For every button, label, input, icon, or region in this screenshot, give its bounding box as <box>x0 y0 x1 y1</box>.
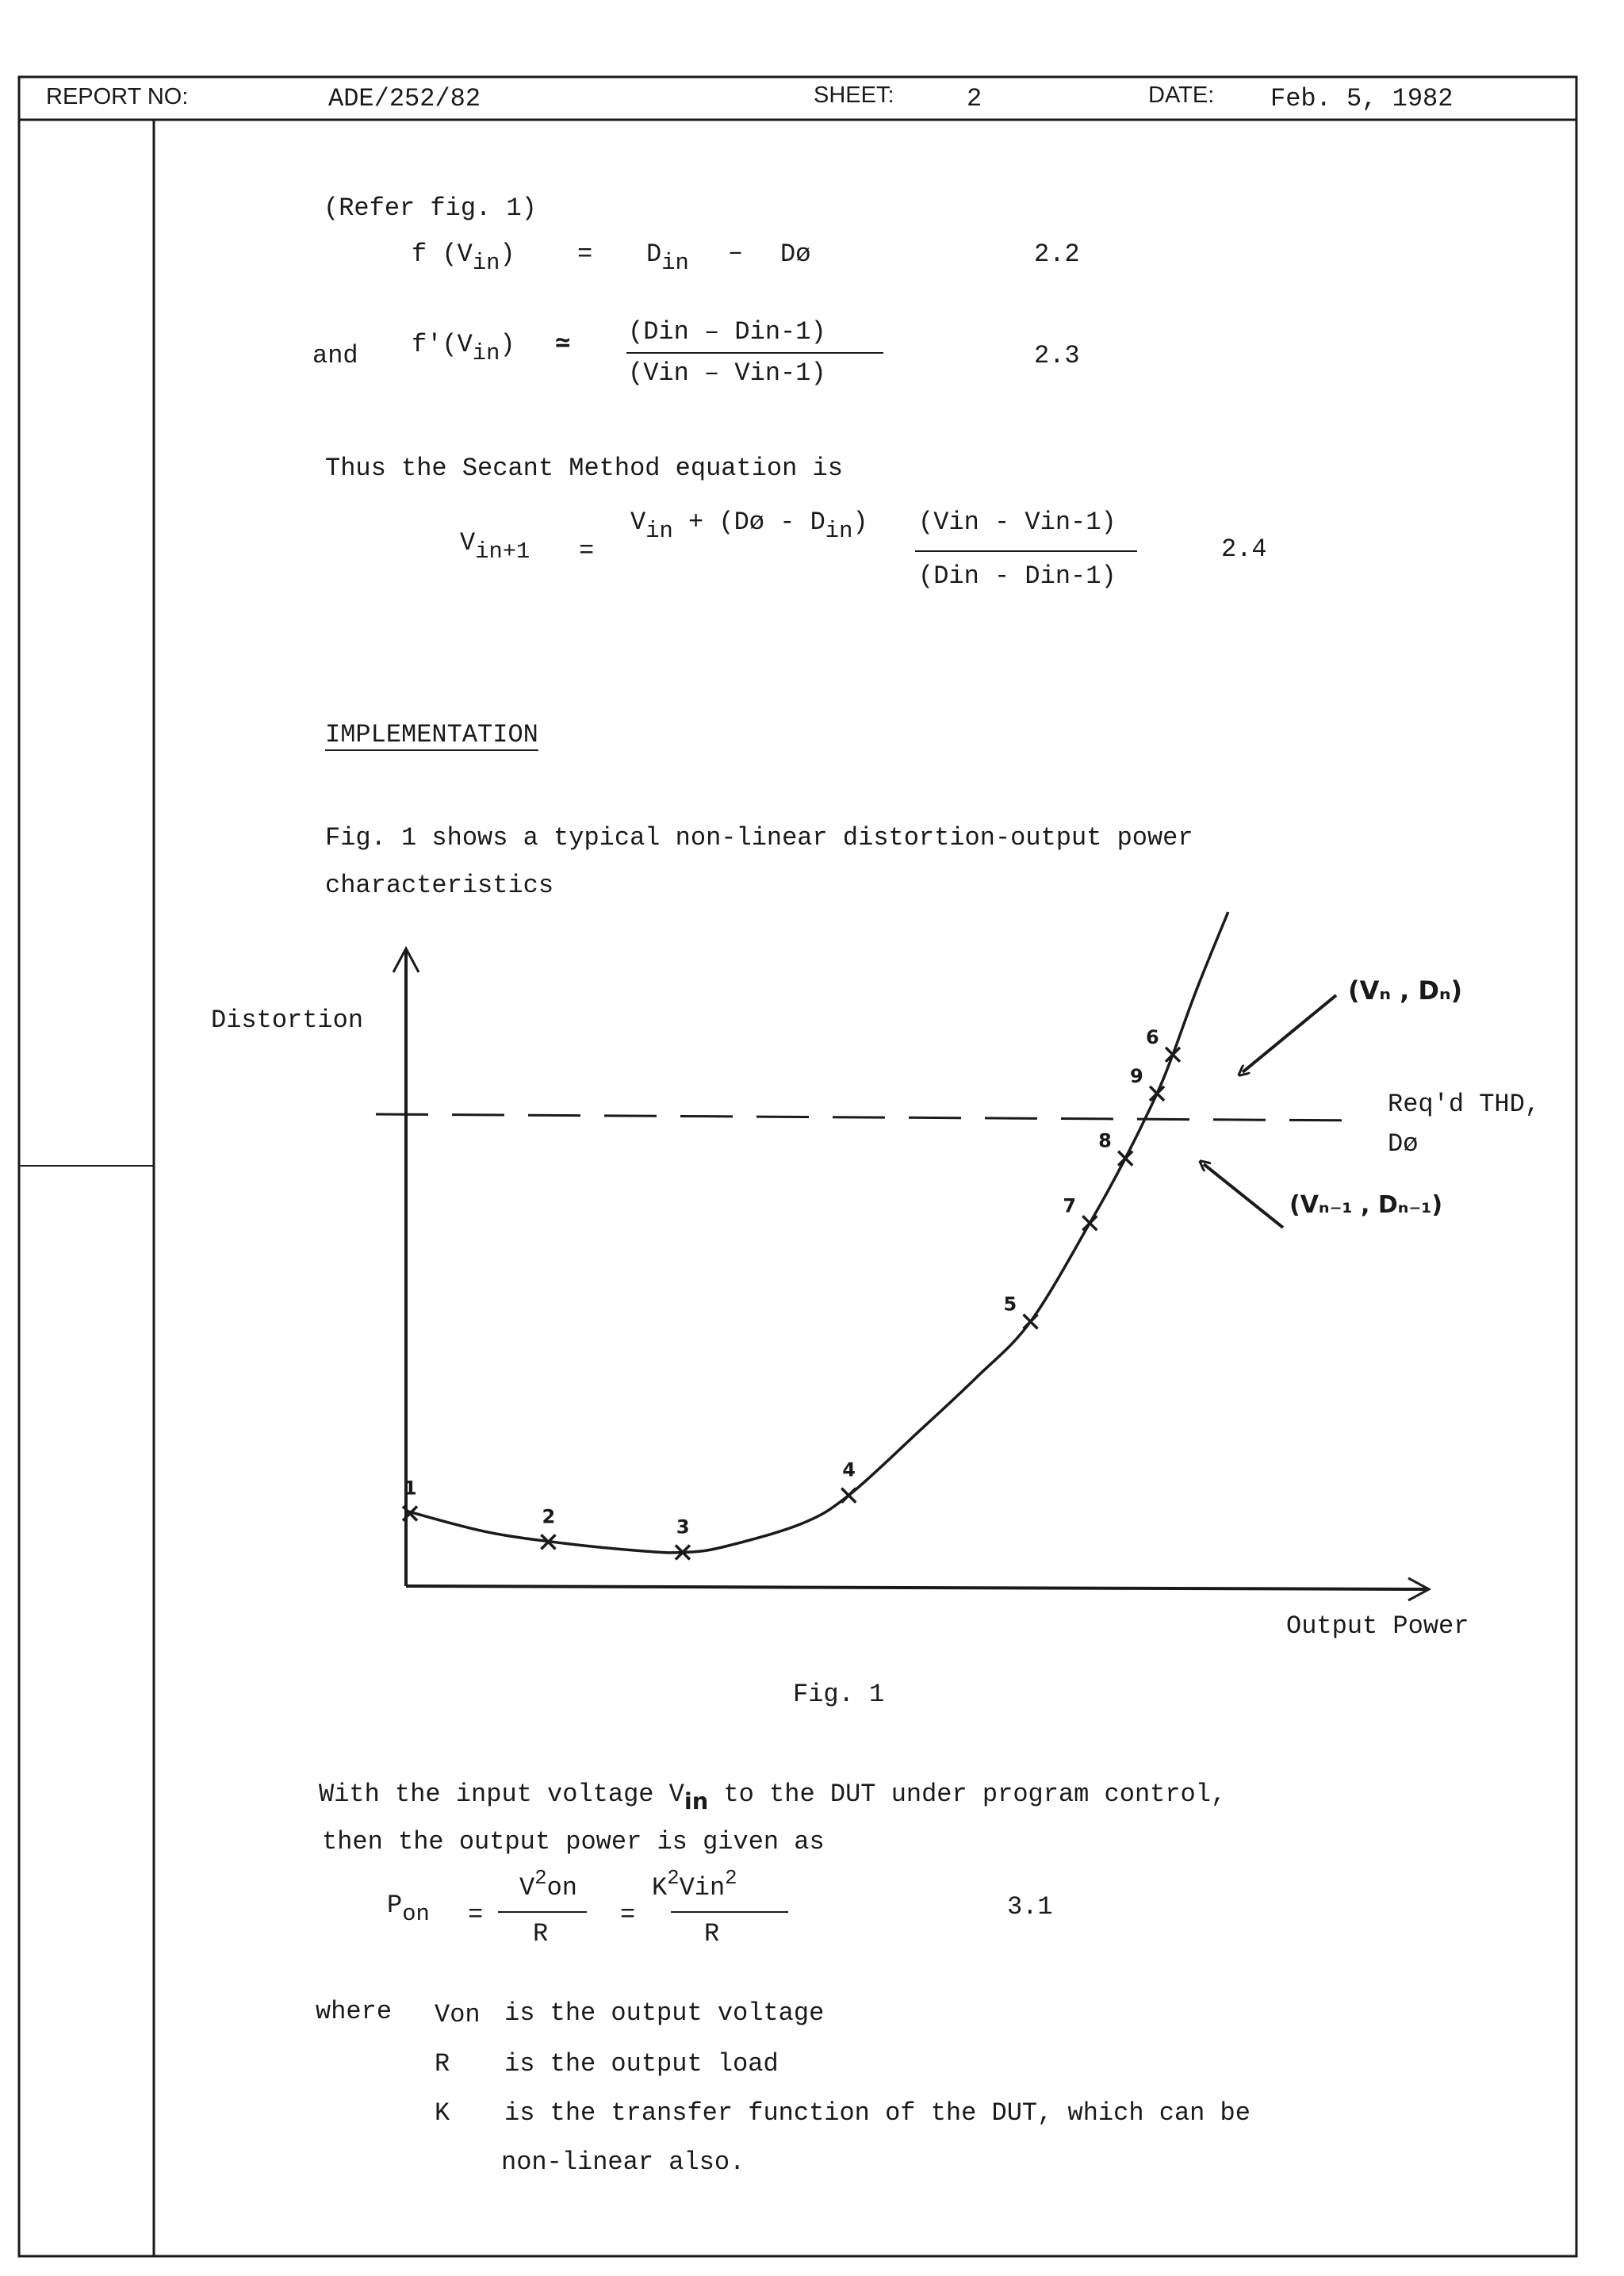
data-point-label-8: 8 <box>1098 1129 1112 1152</box>
data-point-9 <box>1130 1065 1164 1101</box>
eq31-fraction-bar-1 <box>498 1911 587 1913</box>
where-sym-k: K <box>435 2098 450 2128</box>
where-sym-von: Von <box>435 2000 481 2029</box>
data-point-label-1: 1 <box>403 1477 417 1500</box>
date-value: Feb. 5, 1982 <box>1270 84 1454 113</box>
where-text-von: is the output voltage <box>504 1998 825 2028</box>
data-point-label-4: 4 <box>842 1458 856 1481</box>
threshold-label-1: Req'd THD, <box>1388 1090 1541 1119</box>
data-point-7 <box>1063 1194 1097 1230</box>
eq31-num-2: $K^2Vin^2$ <box>652 1867 737 1903</box>
where-continuation: non-linear also. <box>501 2148 745 2177</box>
data-point-label-3: 3 <box>676 1515 690 1538</box>
eq24-numerator: (Vin - Vin-1) <box>918 508 1116 537</box>
chart-y-label: Distortion <box>211 1006 364 1035</box>
eq24-number: 2.4 <box>1221 535 1267 564</box>
data-point-label-7: 7 <box>1063 1194 1077 1217</box>
where-sym-r: R <box>435 2049 450 2079</box>
fig-intro-line-1: Fig. 1 shows a typical non-linear distortion-output power <box>325 823 1193 853</box>
data-point-5 <box>1004 1293 1038 1329</box>
eq24-lhs: $V_{in+1}$ <box>460 528 530 565</box>
chart-x-label: Output Power <box>1286 1611 1469 1641</box>
implementation-heading: IMPLEMENTATION <box>325 720 538 749</box>
data-point-8 <box>1098 1130 1132 1166</box>
eq31-num-1: $V^2on$ <box>519 1867 577 1903</box>
data-point-label-2: 2 <box>542 1505 556 1528</box>
arrow-vn-dn <box>1243 995 1336 1072</box>
report-no-value: ADE/252/82 <box>328 84 481 113</box>
eq24-equals: = <box>579 536 595 565</box>
eq22-dphi: Dø <box>780 239 811 269</box>
eq22-equals: = <box>577 239 593 269</box>
fig-intro-line-2: characteristics <box>325 871 554 900</box>
eq22-lhs: f $(V_{in})$ <box>412 239 515 277</box>
report-no-label: REPORT NO: <box>46 84 189 109</box>
eq31-equals-1: = <box>468 1900 484 1929</box>
threshold-label-2: Dø <box>1388 1129 1419 1159</box>
where-label: where <box>316 1997 393 2026</box>
refer-note: (Refer fig. 1) <box>324 193 537 223</box>
eq24-denominator: (Din - Din-1) <box>918 561 1116 591</box>
eq31-den-2: R <box>704 1919 720 1948</box>
data-point-6 <box>1146 1026 1180 1062</box>
arrow-vn1-dn1 <box>1204 1164 1283 1228</box>
data-point-label-5: 5 <box>1003 1293 1017 1316</box>
para-line-1: With the input voltage $V_{in}$ to the DUT under program control, <box>319 1780 1227 1815</box>
figure-caption: Fig. 1 <box>793 1680 885 1709</box>
eq31-equals-2: = <box>620 1900 636 1929</box>
eq22-minus: – <box>728 238 744 267</box>
data-point-label-9: 9 <box>1130 1064 1143 1087</box>
eq31-lhs: $P_{on}$ <box>387 1891 430 1928</box>
eq22-number: 2.2 <box>1034 239 1080 269</box>
eq31-number: 3.1 <box>1007 1892 1053 1922</box>
data-point-label-6: 6 <box>1145 1025 1159 1048</box>
date-label: DATE: <box>1148 82 1215 108</box>
eq22-din: $D_{in}$ <box>646 239 689 277</box>
para-line-2: then the output power is given as <box>322 1827 825 1856</box>
eq23-approx: ≃ <box>555 329 571 358</box>
eq23-numerator: (Din – Din-1) <box>628 317 826 347</box>
eq23-and: and <box>312 341 358 370</box>
eq23-number: 2.3 <box>1034 341 1080 370</box>
secant-intro: Thus the Secant Method equation is <box>325 454 843 483</box>
eq24-vin-term: $V_{in}$ + (Dø - $D_{in}$) <box>630 508 868 545</box>
eq31-fraction-bar-2 <box>671 1911 788 1913</box>
annotation-vn-dn: (Vₙ , Dₙ) <box>1348 975 1463 1006</box>
sheet-value: 2 <box>967 84 982 113</box>
eq23-lhs: $f'(V_{in})$ <box>412 330 515 367</box>
x-axis <box>406 1586 1426 1589</box>
eq31-den-1: R <box>533 1919 549 1948</box>
sheet-label: SHEET: <box>814 82 894 108</box>
threshold-line <box>376 1114 1365 1121</box>
annotation-vn1-dn1: (Vₙ₋₁ , Dₙ₋₁) <box>1289 1191 1443 1219</box>
distortion-curve <box>403 912 1228 1553</box>
data-point-4 <box>841 1459 856 1503</box>
where-text-k: is the transfer function of the DUT, which can be <box>504 2098 1251 2128</box>
where-text-r: is the output load <box>504 2049 779 2079</box>
eq23-denominator: (Vin – Vin-1) <box>628 358 826 388</box>
